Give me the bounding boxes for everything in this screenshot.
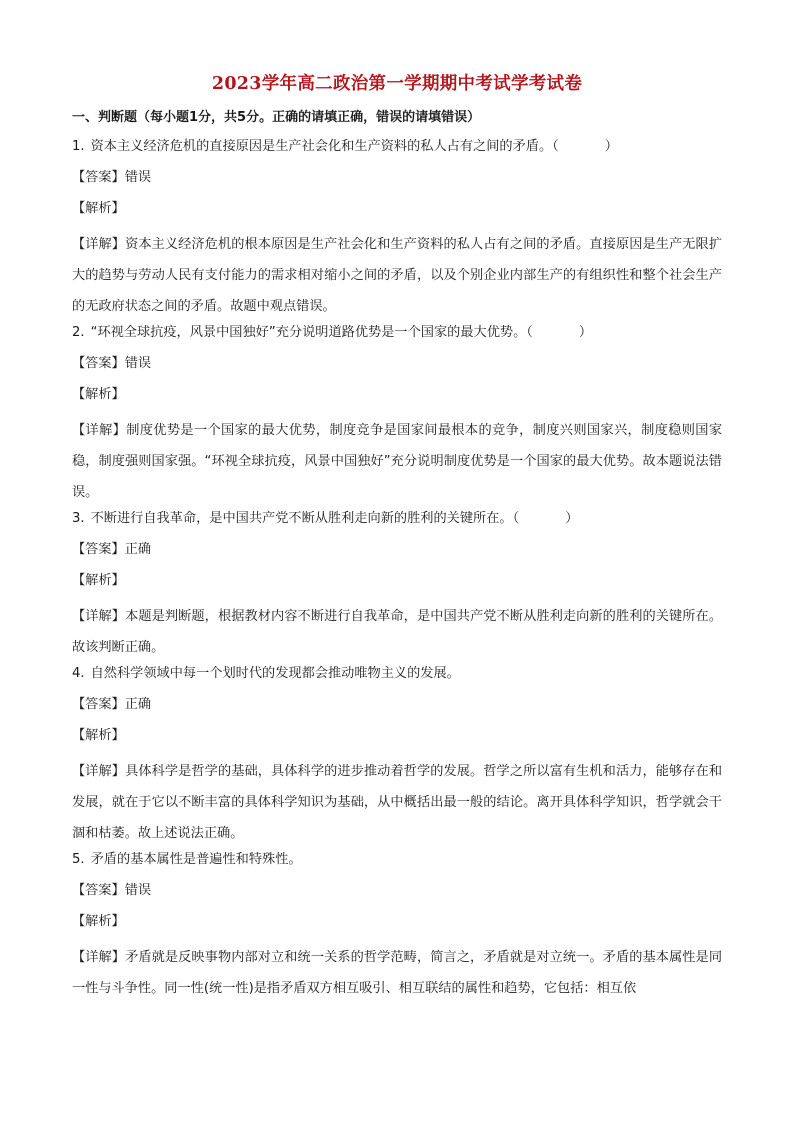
question-1 (72, 136, 722, 167)
question-list (72, 136, 722, 1004)
detail-label: 【详解】 (72, 950, 126, 965)
document-title: 2023学年高二政治第一学期期中考试学考试卷 (211, 74, 583, 94)
detail-label: 【详解】 (72, 423, 127, 438)
question-text: 自然科学领域中每一个划时代的发现都会推动唯物主义的发展。 (90, 666, 460, 681)
question-4 (72, 663, 722, 694)
answer-value: 正确 (124, 542, 152, 557)
answer-label: 【答案】 (72, 170, 125, 185)
answer-label: 【答案】 (72, 883, 125, 898)
question-number: 1. (72, 139, 85, 154)
analysis-label: 【解析】 (72, 914, 125, 929)
analysis-label: 【解析】 (72, 728, 125, 743)
answer-label: 【答案】 (72, 542, 125, 557)
question-text: “环视全球抗疫，风景中国独好”充分说明道路优势是一个国家的最大优势。（ (90, 325, 533, 340)
detail-text: 制度优势是一个国家的最大优势，制度竞争是国家间最根本的竞争，制度兴则国家兴，制度稳则国家稳，制度强则国家强。“环视全球抗疫，风景中国独好”充分说明制度优势是一个国家的最大优势。故本题说法错误。 (72, 423, 723, 500)
analysis-label: 【解析】 (72, 201, 125, 216)
detail-paragraph (72, 415, 722, 508)
question-5 (72, 849, 722, 880)
answer-row (72, 694, 722, 725)
answer-row (72, 167, 722, 198)
question-text: 矛盾的基本属性是普遍性和特殊性。 (90, 852, 302, 867)
answer-row (72, 880, 722, 911)
detail-text: 本题是判断题，根据教材内容不断进行自我革命，是中国共产党不断从胜利走向新的胜利的关键所在。故该判断正确。 (72, 609, 723, 655)
question-number: 2. (72, 325, 85, 340)
answer-value: 错误 (124, 883, 152, 898)
detail-text: 资本主义经济危机的根本原因是生产社会化和生产资料的私人占有之间的矛盾。直接原因是生产无限扩大的趋势与劳动人民有支付能力的需求相对缩小之间的矛盾，以及个别企业内部生产的有组织性和整个社会生产的无政府状态之间的矛盾。故题中观点错误。 (72, 237, 723, 314)
question-close-paren: ） (604, 139, 618, 154)
detail-text: 矛盾就是反映事物内部对立和统一关系的哲学范畴，简言之，矛盾就是对立统一。矛盾的基本属性是同一性与斗争性。同一性(统一性)是指矛盾双方相互吸引、相互联结的属性和趋势，它包括：相互依 (72, 950, 723, 996)
analysis-label: 【解析】 (72, 387, 125, 402)
detail-paragraph (72, 756, 722, 849)
detail-text: 具体科学是哲学的基础，具体科学的进步推动着哲学的发展。哲学之所以富有生机和活力，能够存在和发展，就在于它以不断丰富的具体科学知识为基础，从中概括出最一般的结论。离开具体科学知识，哲学就会干涸和枯萎。故上述说法正确。 (72, 764, 723, 841)
answer-value: 错误 (124, 170, 152, 185)
analysis-label: 【解析】 (72, 573, 125, 588)
detail-paragraph (72, 601, 722, 663)
detail-label: 【详解】 (72, 609, 126, 624)
question-3 (72, 508, 722, 539)
answer-row (72, 353, 722, 384)
question-number: 3. (72, 511, 85, 526)
answer-value: 错误 (124, 356, 152, 371)
question-2 (72, 322, 722, 353)
detail-paragraph (72, 942, 722, 1004)
question-text: 不断进行自我革命，是中国共产党不断从胜利走向新的胜利的关键所在。（ (90, 511, 520, 526)
question-close-paren: ） (578, 325, 593, 340)
question-text: 资本主义经济危机的直接原因是生产社会化和生产资料的私人占有之间的矛盾。（ (90, 139, 559, 154)
question-number: 4. (72, 666, 85, 681)
question-close-paren: ） (565, 511, 579, 526)
answer-row (72, 539, 722, 570)
detail-label: 【详解】 (72, 764, 126, 779)
answer-label: 【答案】 (72, 697, 125, 712)
answer-label: 【答案】 (72, 356, 125, 371)
question-number: 5. (72, 852, 85, 867)
section-heading: 一、判断题（每小题1分，共5分。正确的请填正确，错误的请填错误） (72, 110, 481, 125)
detail-label: 【详解】 (72, 237, 126, 252)
detail-paragraph (72, 229, 722, 322)
answer-value: 正确 (124, 697, 152, 712)
